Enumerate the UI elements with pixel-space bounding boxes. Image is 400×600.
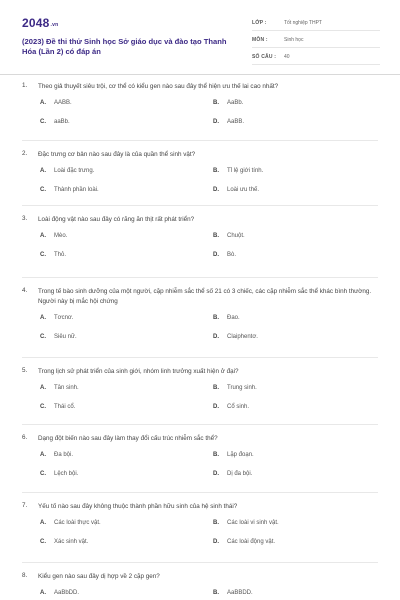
question-divider <box>22 140 378 141</box>
question-number: 7. <box>22 502 28 509</box>
option-text: Tỉ lệ giới tính. <box>227 168 264 174</box>
answer-option-d[interactable] <box>213 119 244 125</box>
option-text: Thành phần loài. <box>54 187 99 193</box>
question-text: Loài động vật nào sau đây có răng ăn thịt rất phát triển? <box>38 216 195 223</box>
meta-label: LỚP : <box>252 20 267 26</box>
option-letter: A. <box>40 452 46 458</box>
answer-option-b[interactable] <box>213 452 254 458</box>
option-text: AaBB. <box>227 119 245 125</box>
option-letter: C. <box>40 252 46 258</box>
option-letter: D. <box>213 252 219 258</box>
option-text: Thỏ. <box>54 252 67 258</box>
option-text: Đao. <box>227 315 240 321</box>
option-text: Tân sinh. <box>54 385 79 391</box>
page-title: (2023) Đề thi thử Sinh học Sở giáo dục và đào tạo Thanh Hóa (Lần 2) có đáp án <box>22 37 227 57</box>
answer-option-a[interactable] <box>40 452 73 458</box>
answer-option-b[interactable] <box>213 385 257 391</box>
answer-option-c[interactable] <box>40 334 77 340</box>
option-letter: D. <box>213 539 219 545</box>
answer-option-d[interactable] <box>213 404 249 410</box>
meta-row-subject <box>252 33 380 48</box>
option-letter: C. <box>40 119 46 125</box>
question-text: Trong tế bào sinh dưỡng của một người, cặp nhiễm sắc thể số 21 có 3 chiếc, các cặp nhiễm sắc thể khác bình thường. Người này bị mắc hội chứng <box>38 288 372 305</box>
answer-option-b[interactable] <box>213 520 279 526</box>
answer-option-b[interactable] <box>213 233 245 239</box>
page-header <box>0 0 400 74</box>
answer-option-c[interactable] <box>40 119 70 125</box>
meta-value: Sinh học <box>284 37 304 43</box>
option-letter: A. <box>40 233 46 239</box>
question-text: Yếu tố nào sau đây không thuộc thành phần hữu sinh của hệ sinh thái? <box>38 503 238 510</box>
answer-option-c[interactable] <box>40 187 99 193</box>
answer-option-c[interactable] <box>40 471 78 477</box>
option-text: AABB. <box>54 100 72 106</box>
answer-option-b[interactable] <box>213 315 240 321</box>
meta-row-count <box>252 50 380 65</box>
option-text: Các loài vi sinh vật. <box>227 520 279 526</box>
question-divider <box>22 424 378 425</box>
option-letter: B. <box>213 452 219 458</box>
option-text: Loài ưu thế. <box>227 187 260 193</box>
option-letter: B. <box>213 168 219 174</box>
header-divider <box>0 74 400 75</box>
option-text: Xác sinh vật. <box>54 539 89 545</box>
option-text: Siêu nữ. <box>54 334 77 340</box>
question-number: 6. <box>22 434 28 441</box>
answer-option-b[interactable] <box>213 100 243 106</box>
option-letter: D. <box>213 187 219 193</box>
question-text: Kiểu gen nào sau đây dị hợp về 2 cặp gen? <box>38 573 160 580</box>
option-text: Cổ sinh. <box>227 404 250 410</box>
meta-label: SỐ CÂU : <box>252 54 277 60</box>
option-text: Lặp đoạn. <box>227 452 254 458</box>
option-text: AaBBDD. <box>227 590 253 596</box>
option-text: Tơcnơ. <box>54 315 74 321</box>
option-letter: D. <box>213 119 219 125</box>
meta-value: 40 <box>284 54 290 60</box>
option-text: AaBb. <box>227 100 244 106</box>
question-text: Đặc trưng cơ bản nào sau đây là của quần thể sinh vật? <box>38 151 196 158</box>
option-letter: A. <box>40 590 46 596</box>
answer-option-a[interactable] <box>40 315 74 321</box>
meta-label: MÔN : <box>252 37 268 43</box>
question-number: 1. <box>22 82 28 89</box>
option-text: Thái cổ. <box>54 404 76 410</box>
option-text: Đa bội. <box>54 452 74 458</box>
question-number: 3. <box>22 215 28 222</box>
question-number: 8. <box>22 572 28 579</box>
answer-option-d[interactable] <box>213 539 275 545</box>
option-letter: D. <box>213 471 219 477</box>
answer-option-a[interactable] <box>40 233 67 239</box>
option-text: Dị đa bội. <box>227 471 253 477</box>
option-text: AaBbDD. <box>54 590 80 596</box>
logo-main: 2048 <box>22 16 50 30</box>
option-letter: C. <box>40 187 46 193</box>
question-number: 2. <box>22 150 28 157</box>
question-divider <box>22 492 378 493</box>
answer-option-a[interactable] <box>40 100 72 106</box>
option-letter: D. <box>213 334 219 340</box>
option-letter: A. <box>40 520 46 526</box>
question-text: Trong lịch sử phát triển của sinh giới, nhóm linh trưởng xuất hiện ở đại? <box>38 368 239 375</box>
option-text: aaBb. <box>54 119 70 125</box>
answer-option-a[interactable] <box>40 520 101 526</box>
question-divider <box>22 357 378 358</box>
option-letter: C. <box>40 334 46 340</box>
answer-option-a[interactable] <box>40 168 94 174</box>
question-divider <box>22 562 378 563</box>
option-text: Chuột. <box>227 233 245 239</box>
question-divider <box>22 205 378 206</box>
option-text: Các loài thực vật. <box>54 520 101 526</box>
option-letter: C. <box>40 539 46 545</box>
option-text: Mèo. <box>54 233 68 239</box>
option-letter: A. <box>40 168 46 174</box>
answer-option-d[interactable] <box>213 187 259 193</box>
option-text: Claiphentơ. <box>227 334 258 340</box>
question-divider <box>22 277 378 278</box>
option-letter: B. <box>213 233 219 239</box>
option-text: Các loài động vật. <box>227 539 276 545</box>
answer-option-c[interactable] <box>40 252 66 258</box>
option-letter: C. <box>40 404 46 410</box>
option-letter: A. <box>40 385 46 391</box>
option-letter: A. <box>40 315 46 321</box>
option-letter: B. <box>213 520 219 526</box>
option-text: Loài đặc trưng. <box>54 168 95 174</box>
option-letter: D. <box>213 404 219 410</box>
option-letter: C. <box>40 471 46 477</box>
question-number: 5. <box>22 367 28 374</box>
question-number: 4. <box>22 287 28 294</box>
option-text: Bò. <box>227 252 237 258</box>
logo-suffix: .vn <box>50 22 59 28</box>
exam-meta <box>252 16 380 67</box>
answer-option-c[interactable] <box>40 404 75 410</box>
option-text: Trung sinh. <box>227 385 257 391</box>
option-letter: B. <box>213 100 219 106</box>
answer-option-a[interactable] <box>40 385 79 391</box>
meta-value: Tốt nghiệp THPT <box>284 20 322 26</box>
answer-option-c[interactable] <box>40 539 88 545</box>
option-letter: B. <box>213 315 219 321</box>
meta-row-class <box>252 16 380 31</box>
answer-option-d[interactable] <box>213 334 258 340</box>
option-letter: B. <box>213 590 219 596</box>
answer-option-b[interactable] <box>213 168 263 174</box>
option-text: Lệch bội. <box>54 471 79 477</box>
question-text: Theo giả thuyết siêu trội, cơ thể có kiểu gen nào sau đây thể hiện ưu thế lai cao nhất? <box>38 83 279 90</box>
question-text: Dạng đột biến nào sau đây làm thay đổi cấu trúc nhiễm sắc thể? <box>38 435 218 442</box>
answer-option-d[interactable] <box>213 471 252 477</box>
option-letter: A. <box>40 100 46 106</box>
answer-option-b[interactable] <box>213 590 253 596</box>
answer-option-a[interactable] <box>40 590 79 596</box>
answer-option-d[interactable] <box>213 252 236 258</box>
option-letter: B. <box>213 385 219 391</box>
